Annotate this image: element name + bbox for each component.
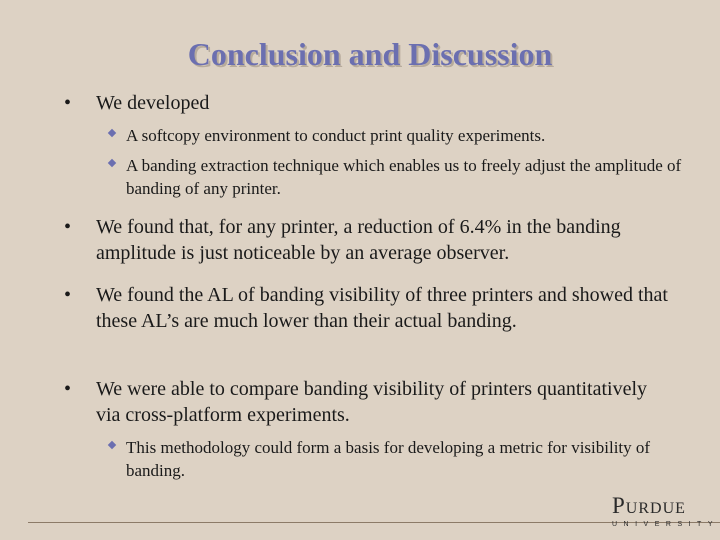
sub-bullet-item bbox=[126, 436, 686, 482]
purdue-logo bbox=[612, 493, 720, 528]
bullet-item bbox=[64, 214, 676, 266]
bullet-item bbox=[64, 90, 676, 116]
bullet-icon: • bbox=[64, 92, 72, 114]
bullet-text: We developed bbox=[96, 92, 210, 114]
bullet-item bbox=[64, 282, 676, 334]
bullet-text: We found that, for any printer, a reduction of 6.4% in the banding amplitude is just noticeable by an average observer. bbox=[96, 216, 621, 264]
sub-bullet-text: This methodology could form a basis for developing a metric for visibility of banding. bbox=[126, 438, 651, 480]
diamond-bullet-icon bbox=[108, 441, 116, 449]
diamond-bullet-icon bbox=[108, 129, 116, 137]
slide-title: Conclusion and Discussion bbox=[187, 36, 553, 72]
bullet-icon: • bbox=[64, 378, 72, 400]
logo-wordmark: Purdue bbox=[612, 493, 686, 518]
logo-subtitle: UNIVERSITY bbox=[612, 521, 720, 528]
diamond-bullet-icon bbox=[108, 159, 116, 167]
sub-bullet-item bbox=[126, 124, 686, 147]
bullet-icon: • bbox=[64, 216, 72, 238]
bullet-text: We found the AL of banding visibility of three printers and showed that these AL’s are much lower than their actual banding. bbox=[96, 284, 668, 332]
sub-bullet-text: A banding extraction technique which enables us to freely adjust the amplitude of banding of any printer. bbox=[126, 156, 682, 198]
bullet-item bbox=[64, 376, 676, 428]
sub-bullet-text: A softcopy environment to conduct print quality experiments. bbox=[126, 126, 546, 145]
sub-bullet-item bbox=[126, 154, 686, 200]
bullet-text: We were able to compare banding visibility of printers quantitatively via cross-platform experiments. bbox=[96, 378, 648, 426]
bullet-icon: • bbox=[64, 284, 72, 306]
